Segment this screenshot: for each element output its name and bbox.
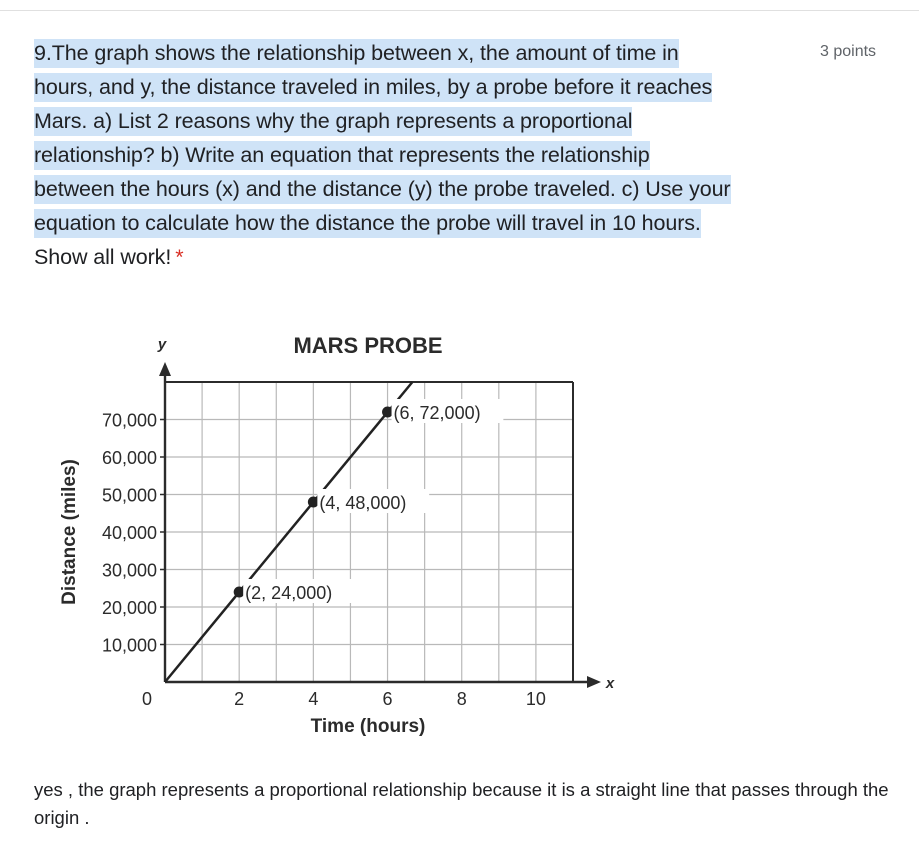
question-line-text: equation to calculate how the distance the probe will travel in 10 hours. (34, 209, 701, 238)
data-point-label: (6, 72,000) (393, 403, 481, 423)
y-tick-label: 30,000 (101, 560, 157, 581)
y-axis-label: Distance (miles) (59, 459, 80, 605)
y-axis-letter: y (157, 336, 167, 353)
question-line (34, 172, 824, 206)
question-line-text: between the hours (x) and the distance (y) the probe traveled. c) Use your (34, 175, 731, 204)
y-tick-label: 20,000 (101, 598, 157, 618)
question-line (34, 206, 824, 240)
question-image-chart (55, 322, 615, 742)
x-tick-label: 10 (525, 689, 546, 709)
x-tick-label: 8 (456, 689, 467, 709)
points-label: 3 points (820, 43, 877, 60)
y-tick-label: 70,000 (101, 410, 157, 431)
y-tick-label: 40,000 (101, 523, 157, 543)
show-work-text: Show all work! (34, 245, 172, 269)
question-line (34, 36, 824, 70)
required-asterisk: * (175, 245, 184, 269)
question-line-text: hours, and y, the distance traveled in miles, by a probe before it reaches (34, 73, 712, 102)
question-line-text: Mars. a) List 2 reasons why the graph represents a proportional (34, 107, 632, 136)
x-tick-label: 4 (308, 689, 319, 709)
question-line-text: relationship? b) Write an equation that represents the relationship (34, 141, 650, 170)
question-line (34, 138, 824, 172)
x-axis-label: Time (hours) (310, 716, 426, 737)
question-line (34, 240, 824, 274)
y-tick-label: 10,000 (101, 635, 157, 656)
x-axis-letter: x (605, 675, 615, 692)
data-point (308, 497, 319, 508)
chart-title: MARS PROBE (293, 333, 443, 358)
data-point (382, 407, 393, 418)
y-axis-arrow (159, 362, 171, 376)
x-axis-arrow (587, 676, 601, 688)
y-tick-label: 50,000 (101, 485, 157, 506)
question-line-text: 9.The graph shows the relationship between x, the amount of time in (34, 39, 679, 68)
question-line (34, 104, 824, 138)
answer-text: yes , the graph represents a proportional relationship because it is a straight line that passes through the origin . (34, 779, 889, 828)
x-tick-label: 2 (234, 689, 245, 709)
x-tick-label: 0 (141, 689, 153, 709)
top-divider (0, 10, 919, 11)
question-line (34, 70, 824, 104)
x-tick-label: 6 (382, 689, 393, 709)
y-tick-label: 60,000 (101, 448, 157, 468)
data-point-label: (2, 24,000) (245, 583, 333, 603)
mars-probe-chart (55, 322, 615, 742)
data-point (234, 587, 245, 598)
question-text (34, 36, 824, 274)
data-point-label: (4, 48,000) (319, 493, 407, 513)
